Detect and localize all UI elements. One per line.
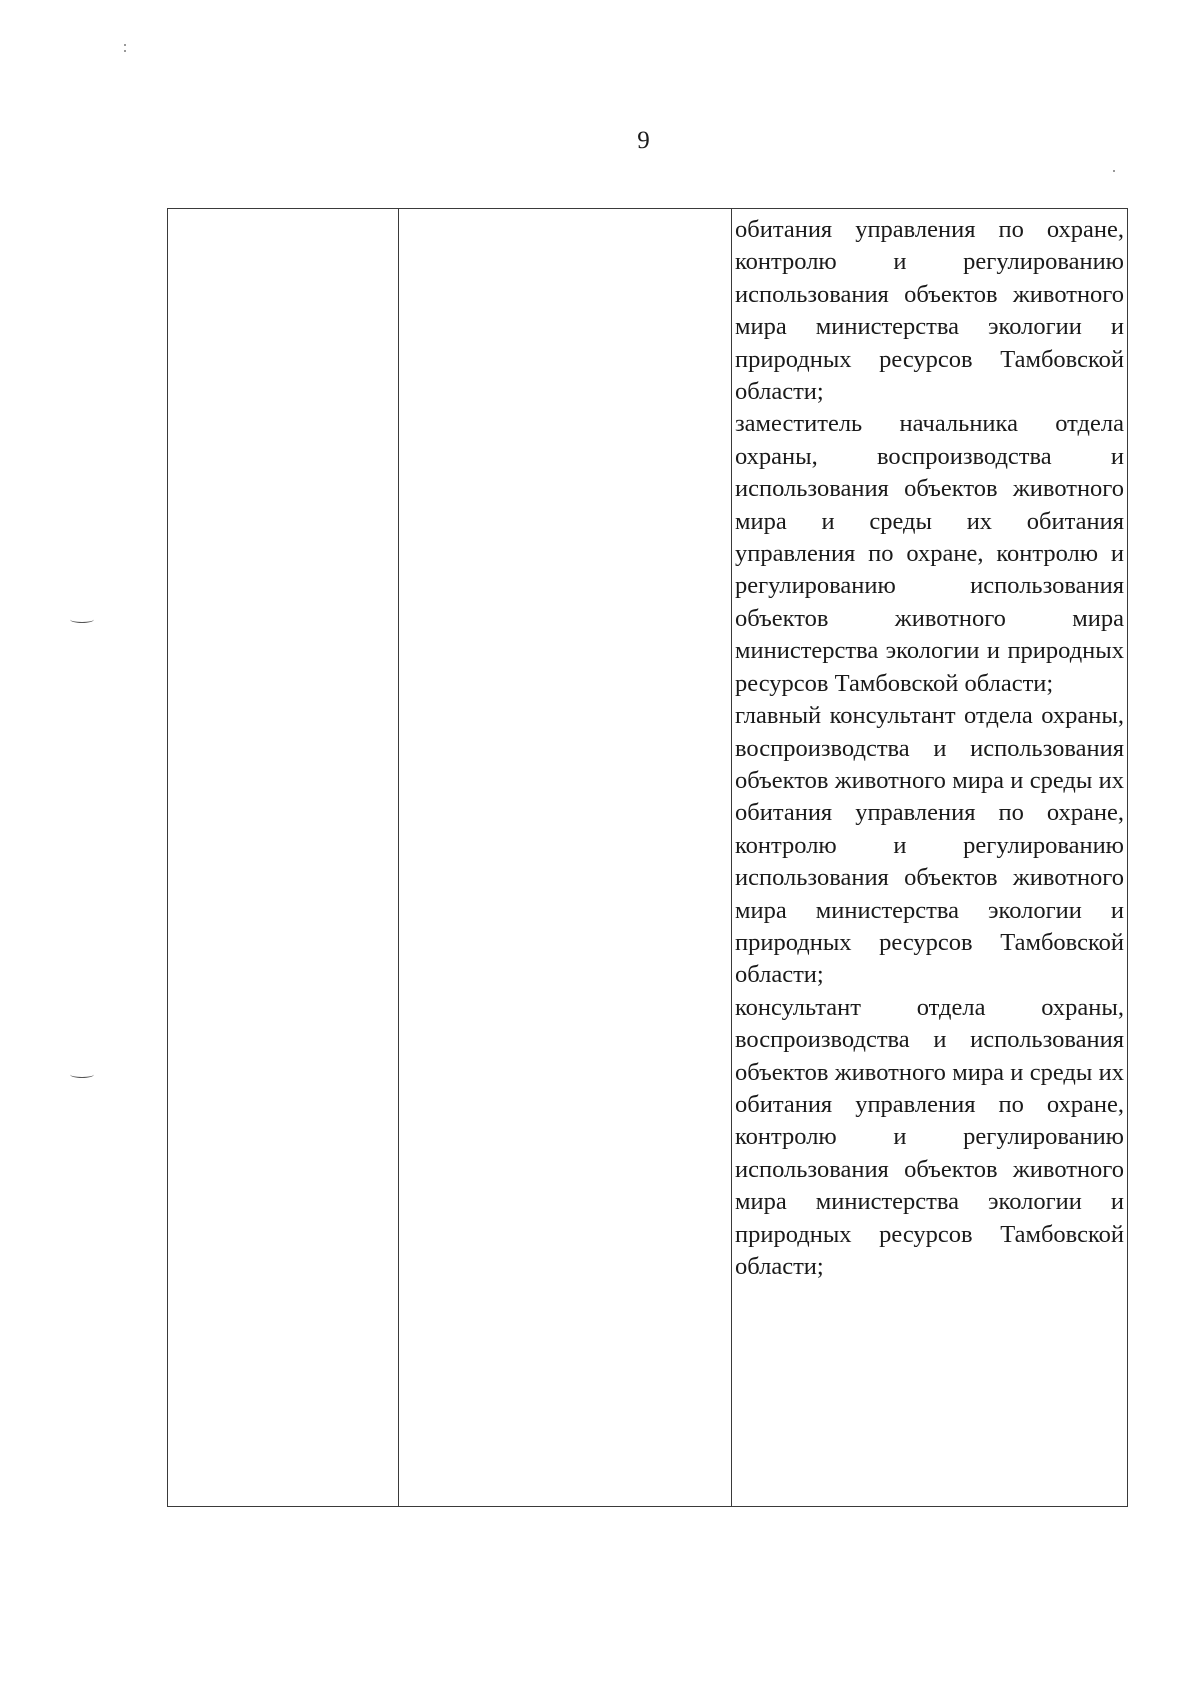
- scan-speck: [124, 50, 126, 52]
- table-cell-column-3: [732, 209, 1128, 1507]
- table-row: [168, 209, 1128, 1507]
- position-entry: главный консультант отдела охраны, воспроизводства и использования объектов животного мира и среды их обитания управления по охране, контролю и регулированию использования объектов животного мира министерства экологии и природных ресурсов Тамбовской области;: [735, 702, 1124, 989]
- page-number: 9: [637, 127, 650, 154]
- table-cell-column-2: [399, 209, 732, 1507]
- scan-speck: [124, 44, 126, 46]
- column-3-text: [732, 209, 1127, 1283]
- position-entry: заместитель начальника отдела охраны, воспроизводства и использования объектов животного мира и среды их обитания управления по охране, контролю и регулированию использования объектов животного мира министерства экологии и природных ресурсов Тамбовской области;: [735, 410, 1124, 697]
- position-entry: обитания управления по охране, контролю и регулированию использования объектов животного мира министерства экологии и природных ресурсов Тамбовской области;: [735, 216, 1124, 406]
- document-table: [167, 208, 1128, 1507]
- position-entry: консультант отдела охраны, воспроизводства и использования объектов животного мира и среды их обитания управления по охране, контролю и регулированию использования объектов животного мира министерства экологии и природных ресурсов Тамбовской области;: [735, 993, 1124, 1280]
- scan-mark: [70, 616, 94, 623]
- table-cell-column-1: [168, 209, 399, 1507]
- scan-speck: [1113, 170, 1115, 172]
- scan-mark: [70, 1071, 94, 1078]
- column-2-text: [399, 209, 731, 214]
- column-1-text: [168, 209, 398, 214]
